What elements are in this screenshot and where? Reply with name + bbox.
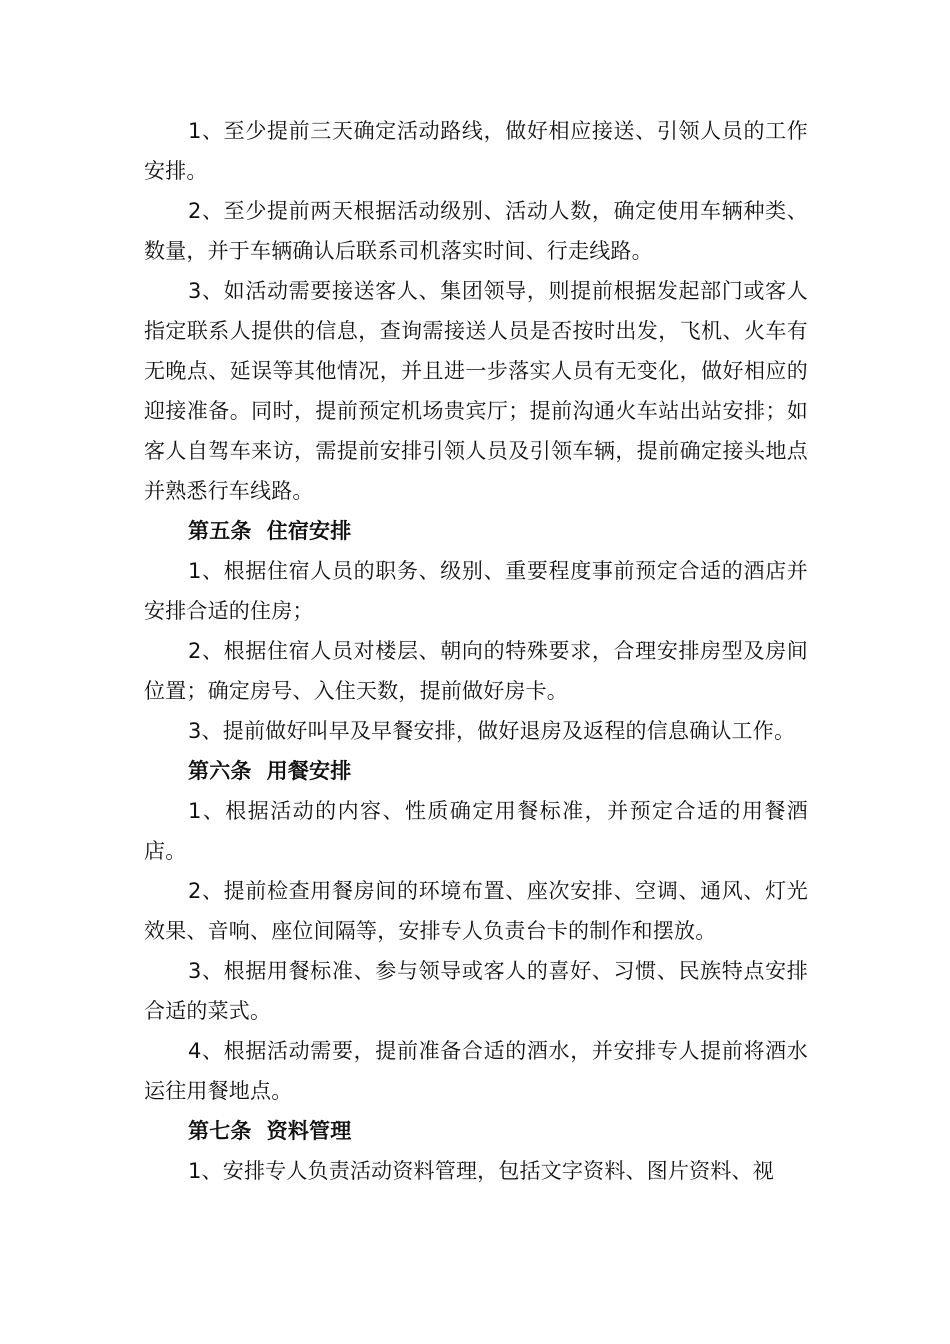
- document-body: [144, 111, 808, 1191]
- paragraph-pickup-route: 1、至少提前三天确定活动路线，做好相应接送、引领人员的工作安排。: [144, 119, 808, 183]
- paragraph-materials-management: 1、安排专人负责活动资料管理，包括文字资料、图片资料、视: [188, 1159, 774, 1183]
- paragraph-drinks-preparation: 4、根据活动需要，提前准备合适的酒水，并安排专人提前将酒水运往用餐地点。: [144, 1039, 808, 1103]
- paragraph-hotel-booking: 1、根据住宿人员的职务、级别、重要程度事前预定合适的酒店并安排合适的住房；: [144, 559, 808, 623]
- heading-article-7-materials: 第七条 资料管理: [188, 1119, 352, 1143]
- paragraph-dining-standard: 1、根据活动的内容、性质确定用餐标准，并预定合适的用餐酒店。: [144, 799, 808, 863]
- paragraph-vehicle-arrangement: 2、至少提前两天根据活动级别、活动人数，确定使用车辆种类、数量，并于车辆确认后联系司机落实时间、行走线路。: [144, 199, 808, 263]
- paragraph-dining-room-check: 2、提前检查用餐房间的环境布置、座次安排、空调、通风、灯光效果、音响、座位间隔等，安排专人负责台卡的制作和摆放。: [144, 879, 808, 943]
- paragraph-wakeup-breakfast: 3、提前做好叫早及早餐安排，做好退房及返程的信息确认工作。: [188, 719, 796, 743]
- paragraph-room-requirements: 2、根据住宿人员对楼层、朝向的特殊要求，合理安排房型及房间位置；确定房号、入住天数，提前做好房卡。: [144, 639, 808, 703]
- paragraph-menu-selection: 3、根据用餐标准、参与领导或客人的喜好、习惯、民族特点安排合适的菜式。: [144, 959, 808, 1023]
- heading-article-5-accommodation: 第五条 住宿安排: [188, 519, 352, 543]
- paragraph-guest-reception: 3、如活动需要接送客人、集团领导，则提前根据发起部门或客人指定联系人提供的信息，查询需接送人员是否按时出发，飞机、火车有无晚点、延误等其他情况，并且进一步落实人员有无变化，做好相应的迎接准备。同时，提前预定机场贵宾厅；提前沟通火车站出站安排；如客人自驾车来访，需提前安排引领人员及引领车辆，提前确定接头地点并熟悉行车线路。: [144, 279, 808, 503]
- heading-article-6-dining: 第六条 用餐安排: [188, 759, 352, 783]
